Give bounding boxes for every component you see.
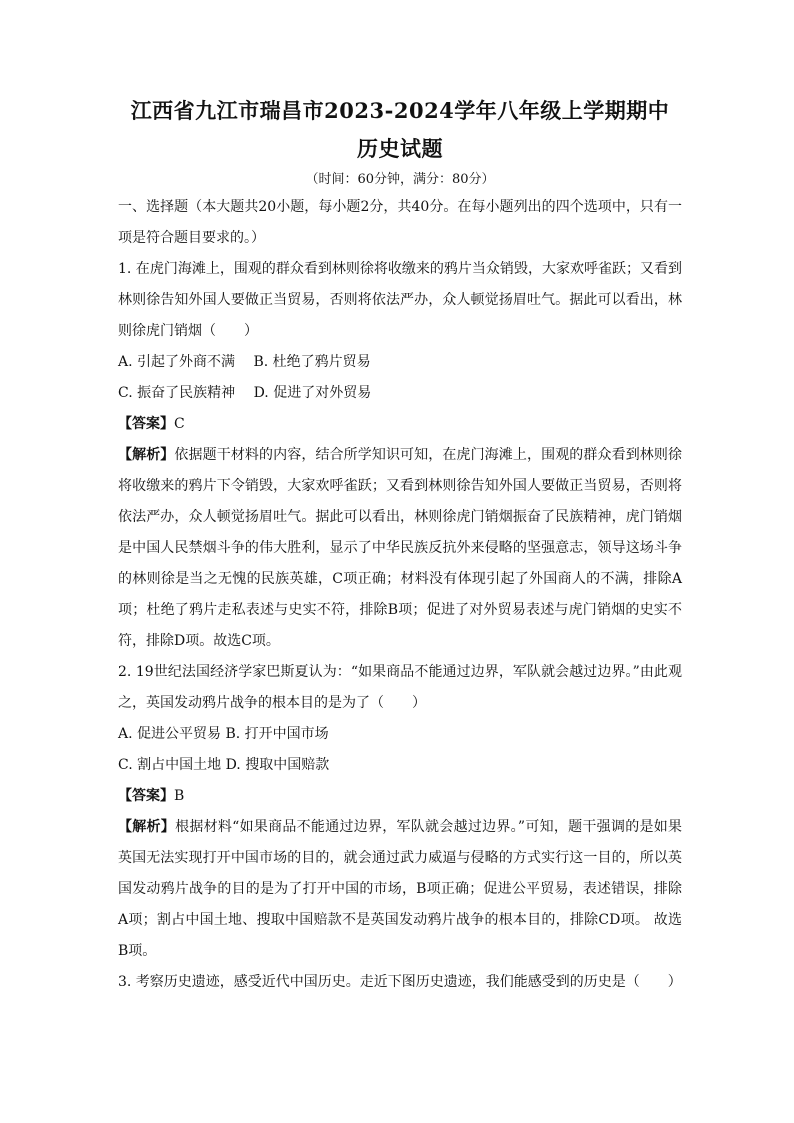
analysis-block [118, 812, 682, 967]
analysis-text: 依据题干材料的内容，结合所学知识可知，在虎门海滩上，围观的群众看到林则徐将收缴来的鸦片下令销毁，大家欢呼雀跃；又看到林则徐告知外国人要做正当贸易，否则将依法严办，众人顿觉扬眉吐气。据此可以看出，林则徐虎门销烟振奋了民族精神，虎门销烟是中国人民禁烟斗争的伟大胜利，显示了中华民族反抗外来侵略的坚强意志，领导这场斗争的林则徐是当之无愧的民族英雄，C项正确；材料没有体现引起了外国商人的不满，排除A项；杜绝了鸦片走私表述与史实不符，排除B项；促进了对外贸易表述与虎门销烟的史实不符，排除D项。故选C项。 [118, 447, 683, 649]
analysis-label: 【解析】 [118, 819, 176, 835]
question-stem: 1. 在虎门海滩上，围观的群众看到林则徐将收缴来的鸦片当众销毁，大家欢呼雀跃；又看到林则徐告知外国人要做正当贸易，否则将依法严办，众人顿觉扬眉吐气。据此可以看出，林则徐虎门销烟（ ） [118, 261, 682, 339]
answer-line [118, 409, 682, 440]
answer-line [118, 781, 682, 812]
analysis-label: 【解析】 [118, 447, 175, 463]
exam-title: 江西省九江市瑞昌市2023-2024学年八年级上学期期中 [130, 98, 670, 123]
answer-value: B [174, 788, 185, 804]
question-options-row: C. 振奋了民族精神 D. 促进了对外贸易 [118, 385, 372, 401]
question-1 [118, 254, 682, 657]
question-stem: 3. 考察历史遗迹，感受近代中国历史。走近下图历史遗迹，我们能感受到的历史是（ ） [118, 974, 682, 990]
answer-label: 【答案】 [118, 416, 174, 432]
question-stem: 2. 19世纪法国经济学家巴斯夏认为：“如果商品不能通过边界，军队就会越过边界。”由此观之，英国发动鸦片战争的根本目的是为了（ ） [118, 664, 682, 711]
answer-value: C [174, 416, 185, 432]
question-2 [118, 657, 682, 967]
time-and-score-note: （时间：60分钟，满分：80分） [305, 172, 495, 187]
question-options-row: C. 割占中国土地 D. 搜取中国赔款 [118, 757, 330, 773]
subject-title: 历史试题 [357, 136, 443, 161]
question-3 [118, 967, 682, 998]
question-options-row: A. 促进公平贸易 B. 打开中国市场 [118, 726, 329, 742]
analysis-text: 根据材料“如果商品不能通过边界，军队就会越过边界。”可知，题干强调的是如果英国无法实现打开中国市场的目的，就会通过武力威逼与侵略的方式实行这一目的，所以英国发动鸦片战争的目的是为了打开中国的市场，B项正确；促进公平贸易，表述错误，排除A项；割占中国土地、搜取中国赔款不是英国发动鸦片战争的根本目的，排除CD项。 故选B项。 [118, 819, 683, 959]
answer-label: 【答案】 [118, 788, 174, 804]
section-heading: 一、选择题（本大题共20小题，每小题2分，共40分。在每小题列出的四个选项中，只有一项是符合题目要求的。） [118, 199, 682, 246]
question-options-row: A. 引起了外商不满 B. 杜绝了鸦片贸易 [118, 354, 371, 370]
analysis-block [118, 440, 682, 657]
